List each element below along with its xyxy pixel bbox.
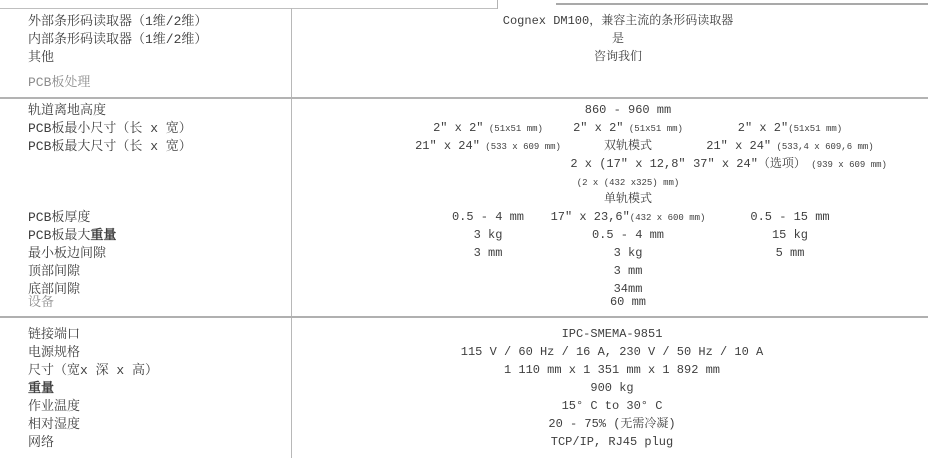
value-network: TCP/IP, RJ45 plug — [550, 435, 674, 449]
value-operating-temperature: 15° C to 30° C — [561, 399, 663, 413]
value-pcb-thickness-col3: 0.5 - 15 mm — [750, 210, 830, 224]
value-max-pcb-weight-col2: 3 kg — [613, 246, 643, 260]
value-link-port: IPC-SMEMA-9851 — [561, 327, 663, 341]
value-dual-rail-size-mm: (2 x (432 x325) mm) — [576, 178, 680, 188]
label-internal-barcode-reader: 内部条形码读取器（1维/2维） — [28, 32, 208, 47]
value-main: 2″ x 2″ — [573, 121, 624, 135]
value-min-edge-clearance-col2: 3 mm — [613, 264, 643, 278]
value-main: 21″ x 24″ — [706, 139, 772, 153]
value-dual-rail-size: 2 x (17″ x 12,8″ — [570, 157, 686, 171]
value-min-edge-clearance-col1: 3 mm — [473, 246, 503, 260]
value-external-barcode-reader: Cognex DM100，兼容主流的条形码读取器 — [502, 14, 734, 28]
top-border-left — [0, 8, 497, 9]
label-link-port: 链接端口 — [28, 327, 81, 342]
value-relative-humidity: 20 - 75% (无需冷凝) — [548, 417, 676, 431]
value-mm: (533 x 609 mm) — [479, 142, 561, 152]
label-min-edge-clearance: 最小板边间隙 — [28, 246, 107, 261]
value-main: 21″ x 24″ — [415, 139, 480, 153]
value-mm: (533,4 x 609,6 mm) — [771, 142, 874, 152]
section-header-pcb-handling: PCB板处理 — [28, 75, 91, 90]
label-relative-humidity: 相对湿度 — [28, 417, 81, 432]
value-internal-barcode-reader: 是 — [611, 32, 624, 46]
label-external-barcode-reader: 外部条形码读取器（1维/2维） — [28, 14, 208, 29]
value-max-pcb-size-col3 — [490, 139, 928, 155]
value-pcb-thickness-col2: 0.5 - 4 mm — [591, 228, 664, 242]
section-header-equipment: 设备 — [28, 295, 55, 310]
value-dual-rail-mode: 双轨模式 — [603, 139, 652, 153]
value-pcb-thickness-col1: 0.5 - 4 mm — [451, 210, 524, 224]
value-mm: (51x51 mm) — [483, 124, 543, 134]
value-main: 17″ x 23,6″ — [550, 210, 630, 224]
value-max-pcb-weight-col3: 15 kg — [771, 228, 808, 242]
value-power-spec: 115 V / 60 Hz / 16 A, 230 V / 50 Hz / 10 A — [460, 345, 764, 359]
value-weight: 900 kg — [590, 381, 634, 395]
value-mm: (432 x 600 mm) — [629, 213, 706, 223]
value-dimensions: 1 110 mm x 1 351 mm x 1 892 mm — [503, 363, 721, 377]
label-other: 其他 — [28, 50, 55, 65]
value-main: 2″ x 2″ — [737, 121, 789, 135]
value-rail-height: 860 - 960 mm — [584, 103, 672, 117]
label-min-pcb-size: PCB板最小尺寸（长 x 宽） — [28, 121, 192, 136]
value-bottom-clearance-col2: 60 mm — [609, 295, 646, 309]
label-pcb-thickness: PCB板厚度 — [28, 210, 91, 225]
label-max-pcb-weight-keyword: 重量 — [90, 228, 117, 243]
label-bottom-clearance: 底部间隙 — [28, 282, 81, 297]
section-rule-equipment — [0, 316, 928, 318]
value-other: 咨询我们 — [593, 50, 642, 64]
section-rule-pcb — [0, 97, 928, 99]
label-max-pcb-weight-prefix: PCB板最大 — [28, 228, 91, 243]
label-dimensions: 尺寸（宽x 深 x 高） — [28, 363, 159, 378]
label-power-spec: 电源规格 — [28, 345, 81, 360]
label-max-pcb-weight — [28, 228, 116, 243]
label-weight: 重量 — [28, 381, 55, 396]
top-border-right — [556, 3, 928, 5]
value-mm: (939 x 609 mm) — [805, 160, 887, 170]
value-min-pcb-size-col3 — [490, 121, 928, 137]
label-rail-height: 轨道离地高度 — [28, 103, 107, 118]
value-mm: (51x51 mm) — [623, 124, 683, 134]
value-min-edge-clearance-col3: 5 mm — [775, 246, 805, 260]
label-operating-temperature: 作业温度 — [28, 399, 81, 414]
value-top-clearance-col2: 34mm — [613, 282, 643, 296]
label-top-clearance: 顶部间隙 — [28, 264, 81, 279]
value-max-pcb-weight-col1: 3 kg — [473, 228, 503, 242]
value-single-rail-mode: 单轨模式 — [603, 192, 652, 206]
value-main: 37″ x 24″（选项） — [693, 157, 806, 171]
label-network: 网络 — [28, 435, 55, 450]
value-mm: (51x51 mm) — [788, 124, 843, 134]
label-max-pcb-size: PCB板最大尺寸（长 x 宽） — [28, 139, 192, 154]
top-column-tick — [497, 0, 498, 9]
value-main: 2″ x 2″ — [433, 121, 484, 135]
value-max-pcb-size-option-col3 — [490, 157, 928, 173]
